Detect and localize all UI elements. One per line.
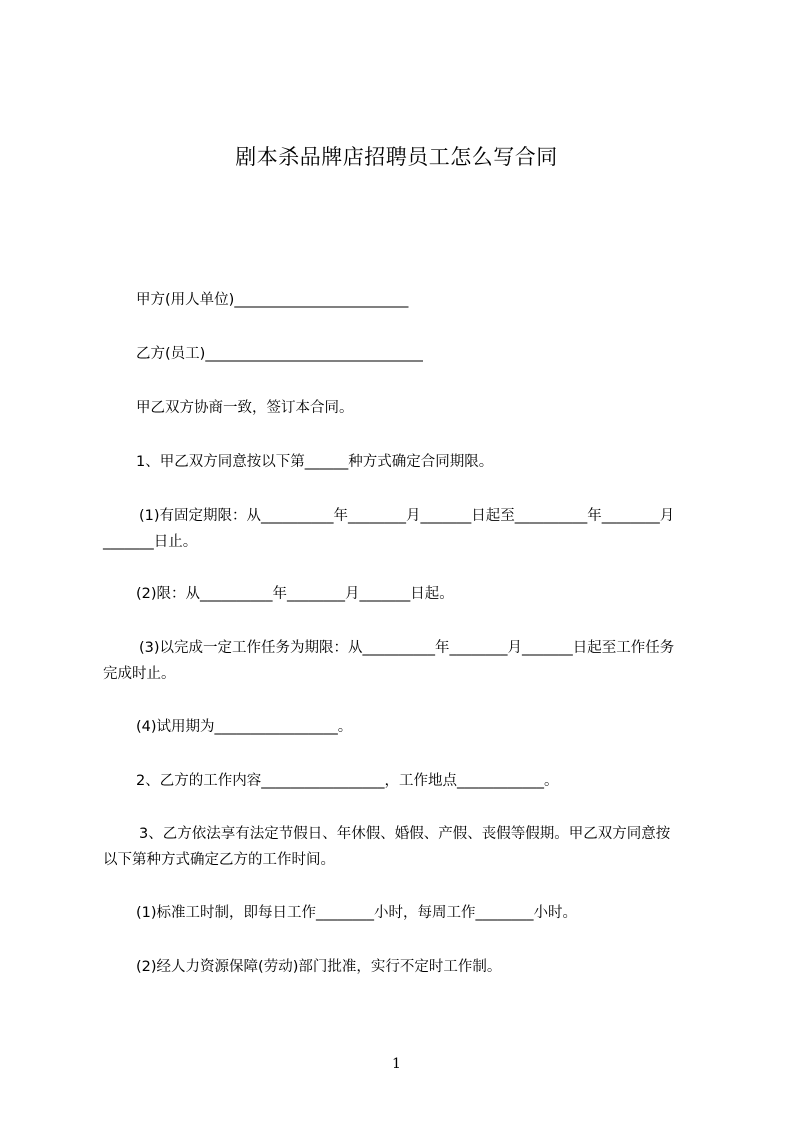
clause-3-holidays: 3、乙方依法享有法定节假日、年休假、婚假、产假、丧假等假期。甲乙双方同意按以下第种方式确定乙方的工作时间。 (103, 826, 671, 868)
clause-1-open-term: (2)限：从__________年________月_______日起。 (136, 586, 454, 602)
clause-1-fixed-term: (1)有固定期限：从__________年________月_______日起至__________年________月_______日止。 (103, 508, 675, 550)
page-number: 1 (392, 1056, 401, 1072)
clause-1-task-term: (3)以完成一定工作任务为期限：从__________年________月_______日起至工作任务完成时止。 (103, 640, 675, 682)
agreement-statement: 甲乙双方协商一致，签订本合同。 (136, 400, 354, 416)
clause-3-flexible-hours: (2)经人力资源保障(劳动)部门批准，实行不定时工作制。 (136, 959, 502, 975)
clause-1-probation: (4)试用期为_________________。 (136, 719, 353, 735)
party-b-line: 乙方(员工)______________________________ (136, 346, 423, 362)
document-title: 剧本杀品牌店招聘员工怎么写合同 (235, 145, 558, 169)
clause-1-term-method: 1、甲乙双方同意按以下第______种方式确定合同期限。 (136, 454, 494, 470)
clause-3-standard-hours: (1)标准工时制，即每日工作________小时，每周工作________小时。 (136, 905, 578, 921)
party-a-line: 甲方(用人单位)________________________ (136, 292, 409, 308)
clause-2-work-content: 2、乙方的工作内容_________________，工作地点____________。 (136, 773, 559, 789)
